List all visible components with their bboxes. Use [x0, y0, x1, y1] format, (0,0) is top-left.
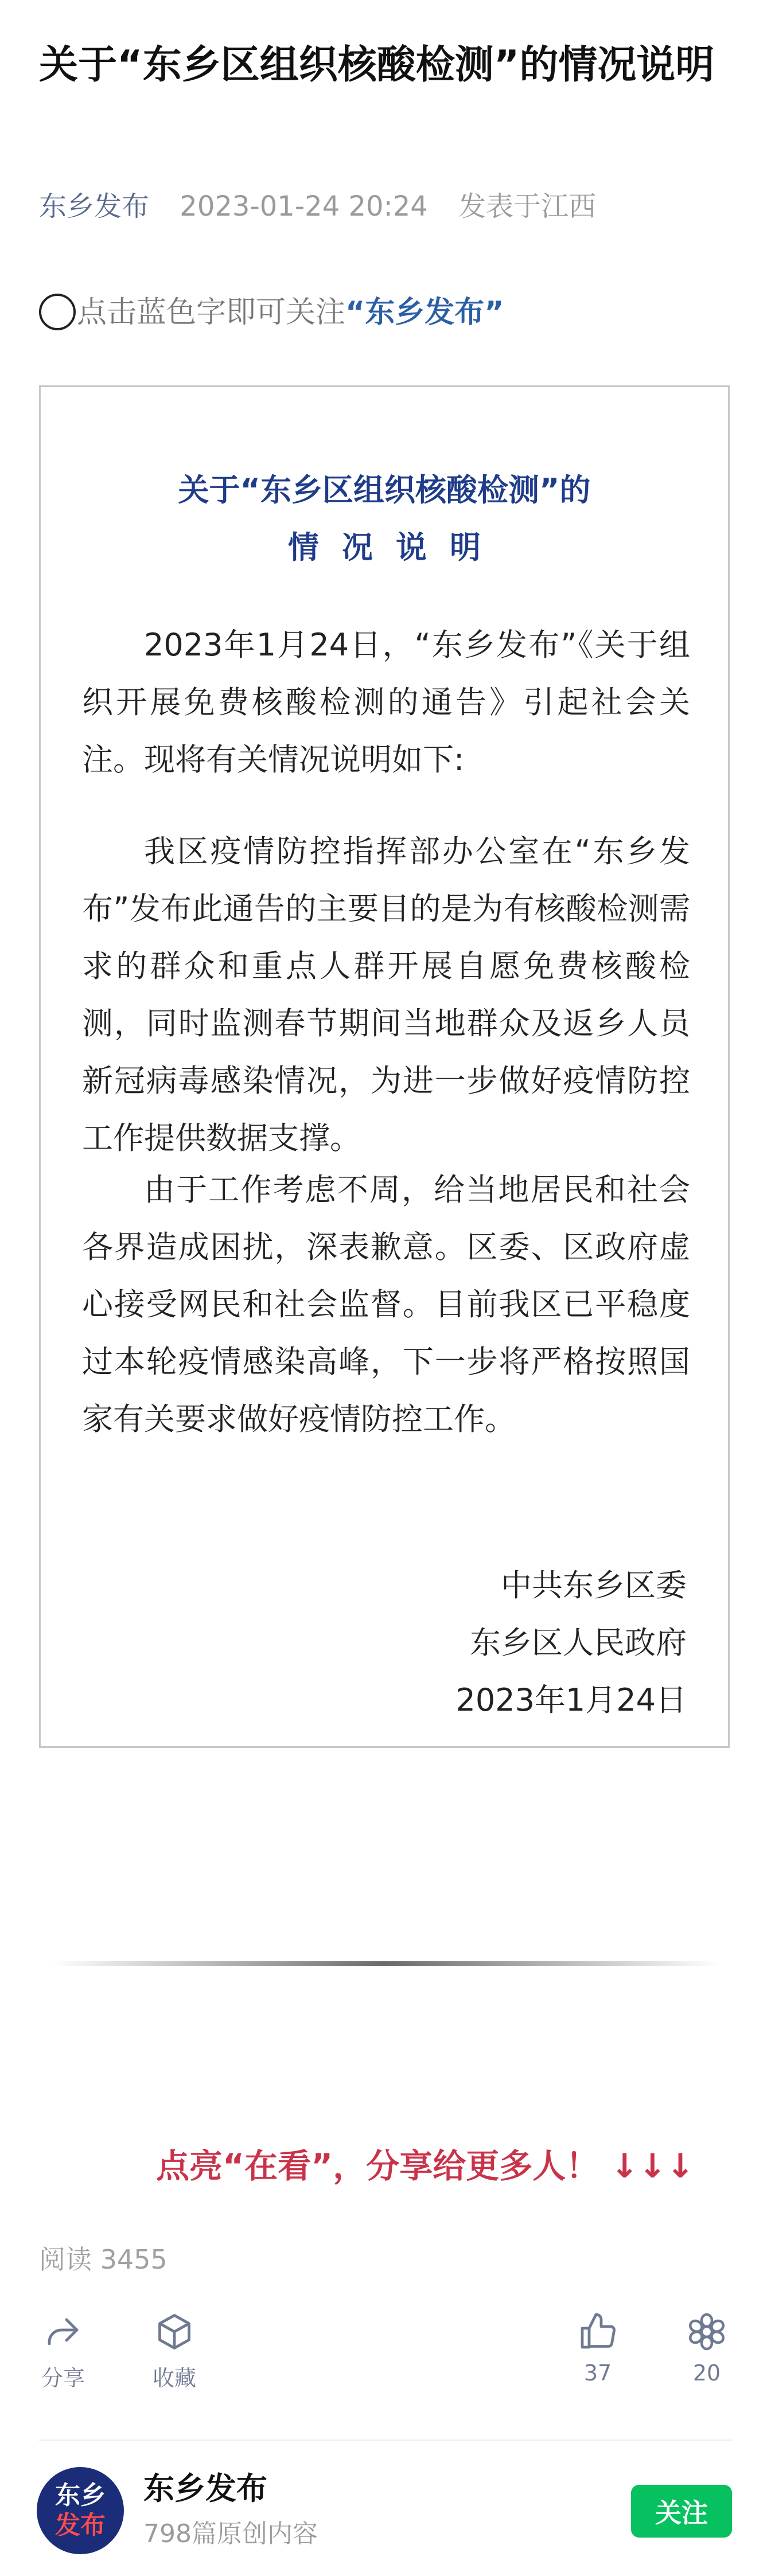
separator [39, 2440, 732, 2441]
notice-box [39, 385, 730, 1748]
publish-location: 发表于江西 [458, 190, 597, 223]
avatar-text-line2: 发布 [55, 2511, 106, 2540]
like-button[interactable] [552, 2311, 644, 2386]
circle-icon [39, 294, 76, 330]
share-banner: 点亮“在看”，分享给更多人！ ↓↓↓ [156, 2146, 695, 2185]
notice-paragraph: 我区疫情防控指挥部办公室在“东乡发布”发布此通告的主要目的是为有核酸检测需求的群众和重点人群开展自愿免费核酸检测，同时监测春节期间当地群众及返乡人员新冠病毒感染情况，为进一步做好疫情防控工作提供数据支撑。 [82, 833, 690, 1156]
avatar-text-line1: 东乡 [55, 2481, 106, 2510]
divider [52, 1961, 719, 1966]
share-icon [42, 2311, 84, 2352]
read-count: 阅读 3455 [39, 2244, 168, 2275]
signature-date: 2023年1月24日 [455, 1682, 687, 1718]
favorite-label: 收藏 [152, 2366, 196, 2391]
notice-heading-line2: 情况说明 [288, 529, 504, 565]
follow-hint-text: 点击蓝色字即可关注 [77, 295, 346, 330]
cube-icon [154, 2311, 195, 2352]
notice-paragraph: 2023年1月24日，“东乡发布”《关于组织开展免费核酸检测的通告》引起社会关注。现将有关情况说明如下: [82, 627, 690, 778]
notice-heading-line1: 关于“东乡区组织核酸检测”的 [178, 472, 591, 508]
looking-button[interactable] [661, 2311, 753, 2386]
publish-date: 2023-01-24 20:24 [180, 190, 428, 223]
favorite-button[interactable] [128, 2311, 220, 2392]
signature-org2: 东乡区人民政府 [470, 1625, 687, 1661]
account-name[interactable]: 东乡发布 [143, 2470, 267, 2507]
follow-hint [39, 287, 733, 338]
notice-paragraph: 由于工作考虑不周，给当地居民和社会各界造成困扰，深表歉意。区委、区政府虚心接受网民和社会监督。目前我区已平稳度过本轮疫情感染高峰，下一步将严格按照国家有关要求做好疫情防控工作。 [82, 1172, 690, 1437]
share-label: 分享 [41, 2366, 85, 2391]
like-count: 37 [583, 2360, 612, 2386]
article-meta [39, 184, 733, 229]
avatar[interactable] [37, 2467, 124, 2554]
thumbs-up-icon [577, 2311, 618, 2352]
signature-org1: 中共东乡区委 [501, 1567, 687, 1603]
follow-button[interactable]: 关注 [631, 2485, 732, 2538]
article-title: 关于“东乡区组织核酸检测”的情况说明 [39, 42, 715, 88]
share-button[interactable] [17, 2311, 109, 2392]
account-link[interactable]: 东乡发布 [39, 190, 150, 223]
flower-icon [686, 2311, 727, 2352]
account-article-count: 798篇原创内容 [143, 2519, 318, 2548]
looking-count: 20 [692, 2360, 721, 2386]
follow-hint-account[interactable]: “东乡发布” [345, 295, 504, 330]
